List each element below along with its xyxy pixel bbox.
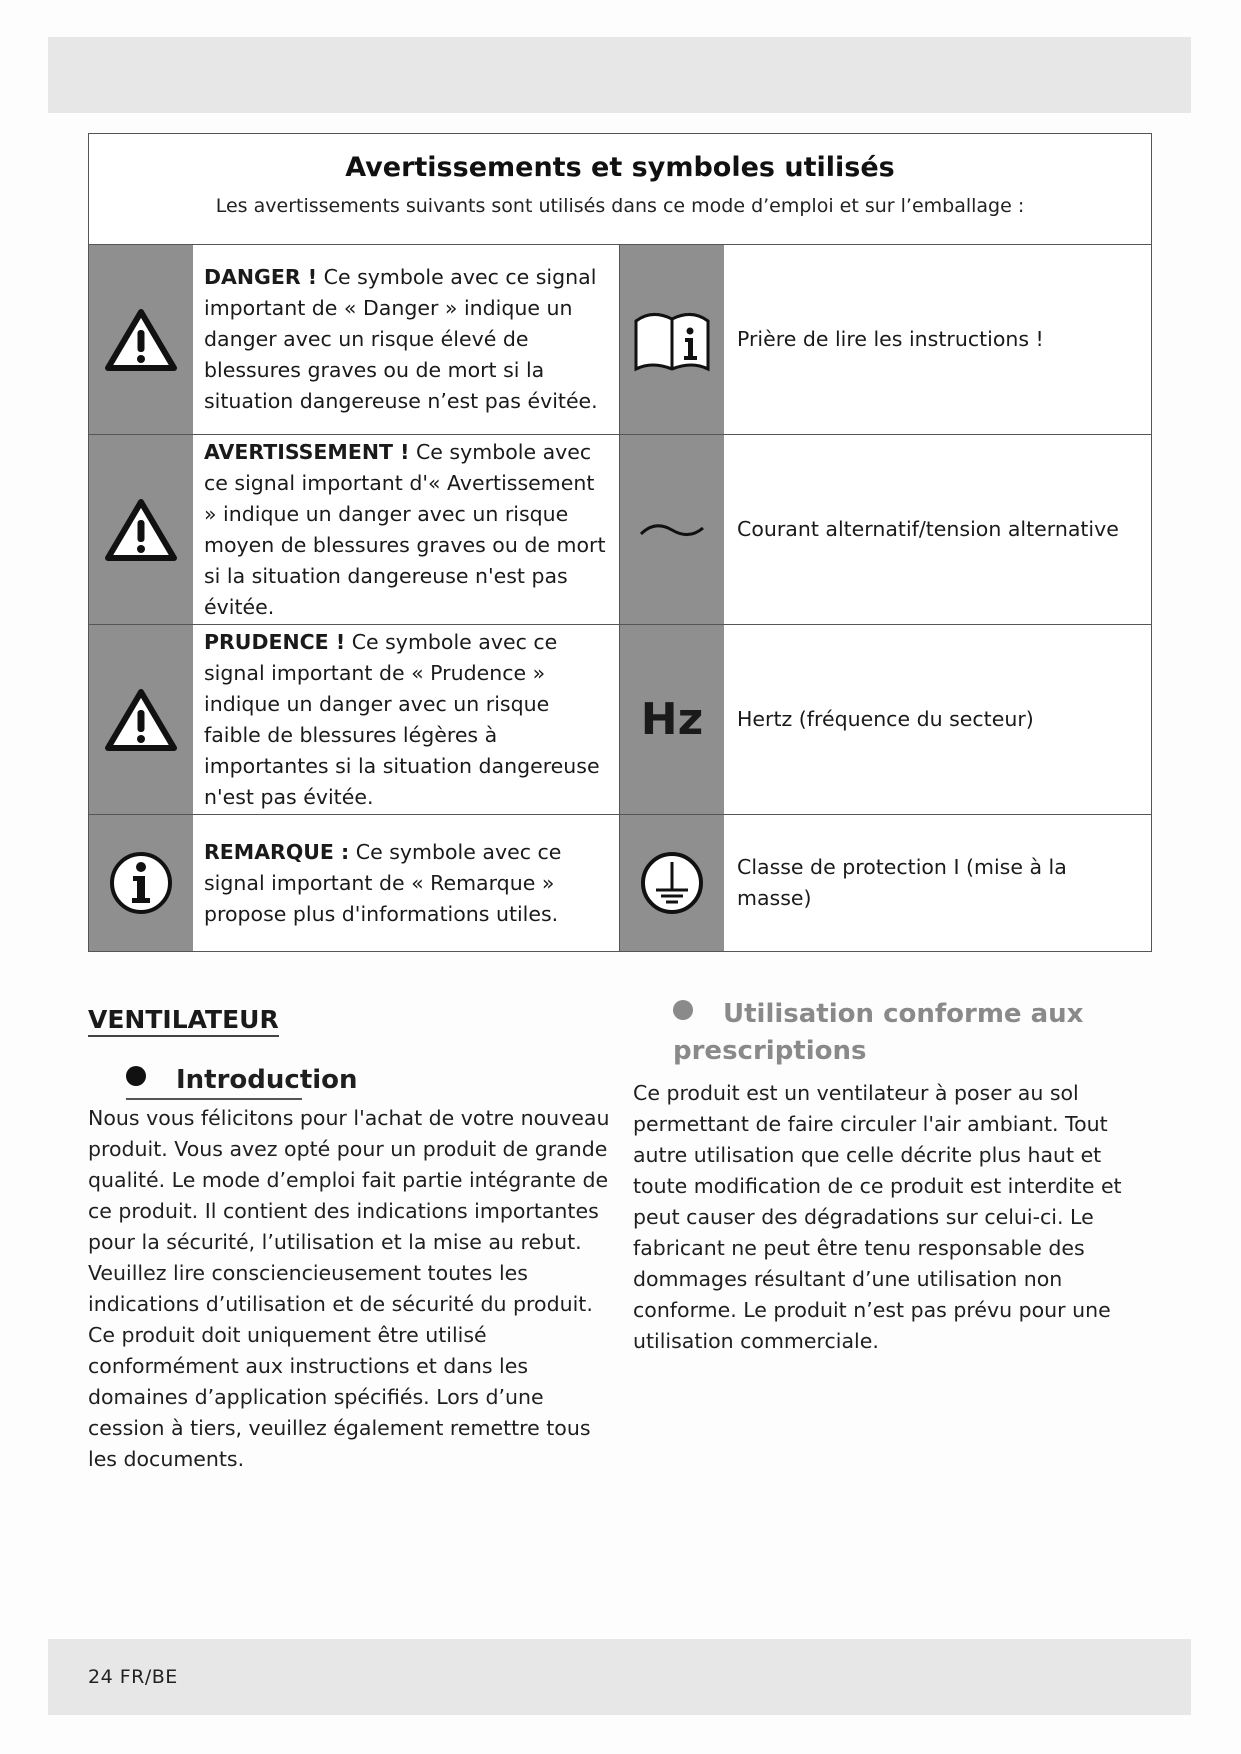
- warning-text: Ce symbole avec ce signal important d'« Avertissement » indique un danger avec un risque moyen de blessures graves ou de mort si la situation dangereuse n'est pas évitée.: [204, 439, 606, 619]
- table-row: [89, 245, 1151, 435]
- intro-body: Nous vous félicitons pour l'achat de votre nouveau produit. Vous avez opté pour un produit de grande qualité. Le mode d’emploi fait partie intégrante de ce produit. Il contient des indications importantes pour la sécurité, l’utilisation et la mise au rebut. Veuillez lire consciencieusement toutes les indications d’utilisation et de sécurité du produit. Ce produit doit uniquement être utilisé conformément aux instructions et dans les domaines d’application spécifiés. Lors d’une cession à tiers, veuillez également remettre tous les documents.: [88, 1106, 610, 1471]
- usage-body: Ce produit est un ventilateur à poser au sol permettant de faire circuler l'air ambiant. Tout autre utilisation que celle décrite plus haut et toute modification de ce produit est interdite et peut causer des dégradations sur celui-ci. Le fabricant ne peut être tenu responsable des dommages résultant d’une utilisation non conforme. Le produit n’est pas prévu pour une utilisation commerciale.: [633, 1081, 1122, 1353]
- read-instructions-text: Prière de lire les instructions !: [737, 327, 1044, 351]
- header-band: [48, 37, 1191, 113]
- caution-text: Ce symbole avec ce signal important de « Prudence » indique un danger avec un risque faible de blessures légères à importantes si la situation dangereuse n'est pas évitée.: [204, 629, 600, 809]
- intro-column: [88, 1001, 618, 1475]
- warning-label: AVERTISSEMENT !: [204, 439, 410, 464]
- read-instructions-icon: [620, 245, 724, 434]
- info-circle-icon: [89, 815, 193, 951]
- intro-heading: Introduction: [126, 1063, 618, 1097]
- main-heading: VENTILATEUR: [88, 1005, 279, 1037]
- table-subtitle: Les avertissements suivants sont utilisés dans ce mode d’emploi et sur l’emballage :: [215, 195, 1025, 217]
- table-title: Avertissements et symboles utilisés: [345, 152, 895, 183]
- warning-triangle-icon: [89, 245, 193, 434]
- note-label: REMARQUE :: [204, 839, 350, 864]
- bullet-icon: [673, 1000, 693, 1020]
- table-row: [89, 625, 1151, 815]
- alternating-current-icon: [620, 435, 724, 624]
- table-header: [89, 134, 1151, 245]
- protective-earth-icon: [620, 815, 724, 951]
- note-text: Ce symbole avec ce signal important de « Remarque » propose plus d'informations utiles.: [204, 839, 562, 926]
- bullet-icon: [126, 1066, 146, 1086]
- warnings-table: [88, 133, 1152, 952]
- ac-text: Courant alternatif/tension alternative: [737, 517, 1119, 541]
- warning-triangle-icon: [89, 435, 193, 624]
- caution-label: PRUDENCE !: [204, 629, 346, 654]
- warning-triangle-icon: [89, 625, 193, 814]
- footer-band: [48, 1639, 1191, 1715]
- danger-text: Ce symbole avec ce signal important de « Danger » indique un danger avec un risque élevé de blessures graves ou de mort si la situation dangereuse n’est pas évitée.: [204, 265, 598, 413]
- page-number: 24 FR/BE: [88, 1666, 178, 1688]
- danger-label: DANGER !: [204, 265, 318, 289]
- hertz-text: Hertz (fréquence du secteur): [737, 707, 1034, 731]
- hertz-icon: Hz: [620, 625, 724, 814]
- protection-class-text: Classe de protection I (mise à la masse): [737, 855, 1067, 910]
- table-row: [89, 815, 1151, 951]
- usage-column: [633, 996, 1153, 1357]
- table-row: [89, 435, 1151, 625]
- usage-heading: Utilisation conforme aux prescriptions: [673, 999, 1084, 1066]
